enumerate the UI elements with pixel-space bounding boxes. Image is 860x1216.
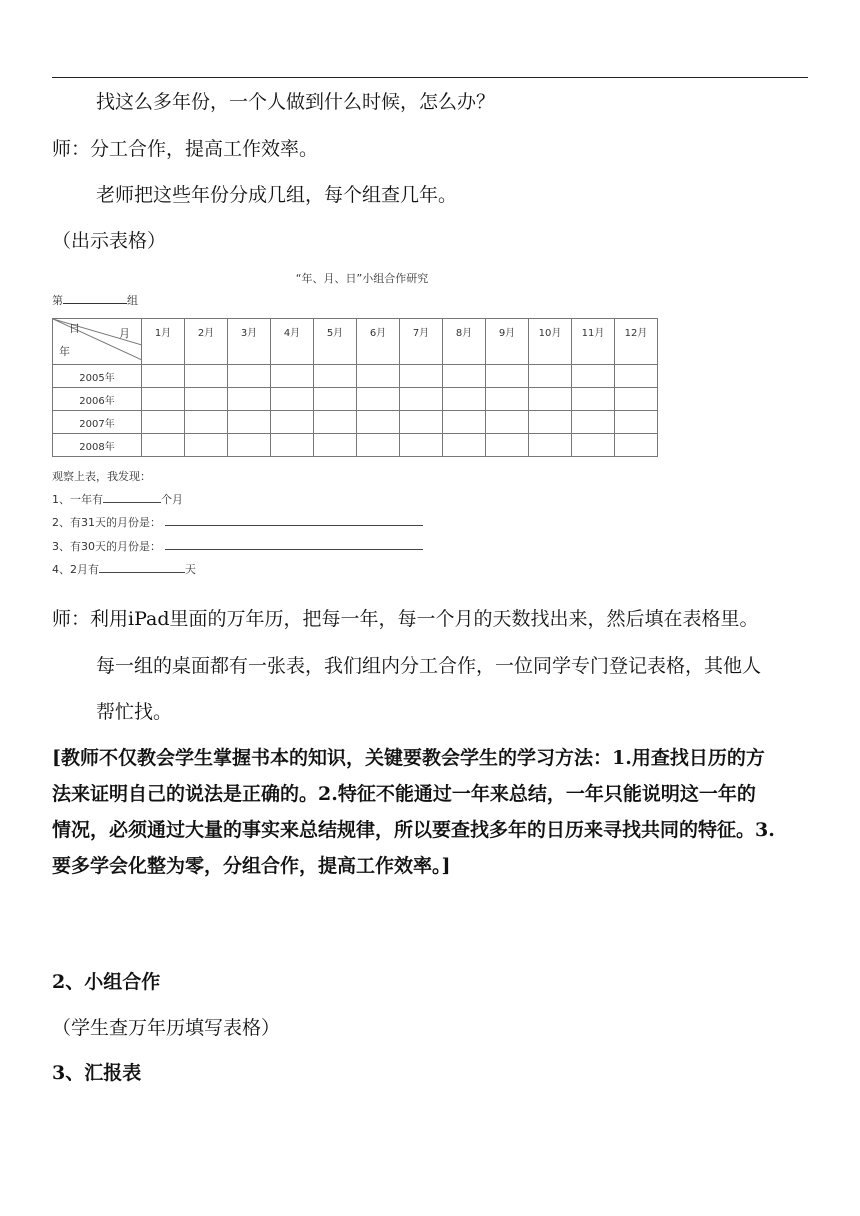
empty-cell	[185, 411, 228, 434]
text-line-3: 老师把这些年份分成几组，每个组查几年。	[96, 184, 458, 206]
group-blank	[63, 292, 127, 304]
month-header: 6月	[357, 319, 400, 365]
empty-cell	[314, 411, 357, 434]
corner-month-label: 月	[119, 327, 130, 340]
empty-cell	[314, 434, 357, 457]
empty-cell	[615, 388, 658, 411]
month-header: 4月	[271, 319, 314, 365]
table-row	[53, 434, 658, 457]
empty-cell	[314, 388, 357, 411]
question-1	[52, 491, 183, 507]
month-header: 8月	[443, 319, 486, 365]
month-header: 7月	[400, 319, 443, 365]
text-line-7: 帮忙找。	[96, 701, 173, 723]
text-line-1: 找这么多年份，一个人做到什么时候，怎么办？	[96, 91, 496, 113]
question-3-text: 3、有30天的月份是：	[52, 540, 161, 553]
text-line-5: 师：利用iPad里面的万年历，把每一年，每一个月的天数找出来，然后填在表格里。	[52, 608, 759, 630]
empty-cell	[529, 411, 572, 434]
note-line-1: [教师不仅教会学生掌握书本的知识，关键要教会学生的学习方法：1.用查找日历的方	[52, 747, 765, 769]
empty-cell	[400, 434, 443, 457]
empty-cell	[271, 365, 314, 388]
month-header: 12月	[615, 319, 658, 365]
month-header: 1月	[142, 319, 185, 365]
empty-cell	[529, 365, 572, 388]
empty-cell	[271, 388, 314, 411]
empty-cell	[443, 365, 486, 388]
question-1-blank	[103, 491, 161, 503]
calendar-table	[52, 318, 658, 457]
question-2-blank	[165, 514, 423, 526]
year-cell: 2008年	[53, 434, 142, 457]
empty-cell	[615, 365, 658, 388]
empty-cell	[142, 365, 185, 388]
empty-cell	[228, 411, 271, 434]
observe-label: 观察上表，我发现：	[52, 470, 151, 483]
empty-cell	[572, 411, 615, 434]
empty-cell	[529, 388, 572, 411]
empty-cell	[314, 365, 357, 388]
empty-cell	[271, 411, 314, 434]
year-cell: 2005年	[53, 365, 142, 388]
question-4-prefix: 4、2月有	[52, 563, 99, 576]
group-label	[52, 292, 138, 308]
question-1-suffix: 个月	[161, 493, 183, 506]
empty-cell	[572, 365, 615, 388]
group-prefix: 第	[52, 294, 63, 307]
empty-cell	[400, 411, 443, 434]
month-header: 9月	[486, 319, 529, 365]
table-row	[53, 388, 658, 411]
empty-cell	[357, 434, 400, 457]
empty-cell	[228, 434, 271, 457]
note-line-3: 情况，必须通过大量的事实来总结规律，所以要查找多年的日历来寻找共同的特征。3.	[52, 819, 775, 841]
section-2-note: （学生查万年历填写表格）	[52, 1017, 281, 1039]
empty-cell	[185, 434, 228, 457]
month-header: 11月	[572, 319, 615, 365]
corner-day-label: 日	[69, 322, 80, 335]
question-4	[52, 561, 196, 577]
empty-cell	[142, 434, 185, 457]
question-2	[52, 514, 423, 530]
empty-cell	[142, 388, 185, 411]
year-cell: 2006年	[53, 388, 142, 411]
note-line-2: 法来证明自己的说法是正确的。2.特征不能通过一年来总结，一年只能说明这一年的	[52, 783, 756, 805]
table-corner-cell	[53, 319, 142, 365]
text-line-2: 师：分工合作，提高工作效率。	[52, 138, 319, 160]
empty-cell	[400, 388, 443, 411]
text-line-4: （出示表格）	[52, 230, 167, 252]
empty-cell	[572, 434, 615, 457]
corner-year-label: 年	[59, 345, 70, 358]
question-4-suffix: 天	[185, 563, 196, 576]
group-suffix: 组	[127, 294, 138, 307]
empty-cell	[615, 434, 658, 457]
month-header: 10月	[529, 319, 572, 365]
empty-cell	[443, 434, 486, 457]
question-3	[52, 538, 423, 554]
empty-cell	[486, 388, 529, 411]
empty-cell	[529, 434, 572, 457]
empty-cell	[486, 434, 529, 457]
teacher-note	[52, 740, 812, 884]
year-cell: 2007年	[53, 411, 142, 434]
empty-cell	[357, 411, 400, 434]
empty-cell	[142, 411, 185, 434]
empty-cell	[443, 388, 486, 411]
question-2-text: 2、有31天的月份是：	[52, 516, 161, 529]
empty-cell	[486, 411, 529, 434]
month-header: 5月	[314, 319, 357, 365]
table-row	[53, 411, 658, 434]
empty-cell	[357, 365, 400, 388]
text-line-6: 每一组的桌面都有一张表，我们组内分工合作，一位同学专门登记表格，其他人	[96, 655, 762, 677]
month-header: 2月	[185, 319, 228, 365]
empty-cell	[400, 365, 443, 388]
question-3-blank	[165, 538, 423, 550]
figure-title: “年、月、日”小组合作研究	[295, 272, 429, 285]
question-4-blank	[99, 561, 185, 573]
empty-cell	[443, 411, 486, 434]
section-3-heading: 3、汇报表	[52, 1062, 142, 1084]
question-1-prefix: 1、一年有	[52, 493, 103, 506]
empty-cell	[572, 388, 615, 411]
empty-cell	[185, 388, 228, 411]
header-rule	[52, 77, 808, 78]
empty-cell	[228, 388, 271, 411]
empty-cell	[357, 388, 400, 411]
empty-cell	[228, 365, 271, 388]
empty-cell	[185, 365, 228, 388]
note-line-4: 要多学会化整为零，分组合作，提高工作效率。]	[52, 855, 451, 877]
section-2-heading: 2、小组合作	[52, 971, 161, 993]
table-row	[53, 365, 658, 388]
empty-cell	[486, 365, 529, 388]
month-header: 3月	[228, 319, 271, 365]
empty-cell	[271, 434, 314, 457]
empty-cell	[615, 411, 658, 434]
worksheet-figure	[52, 262, 672, 582]
